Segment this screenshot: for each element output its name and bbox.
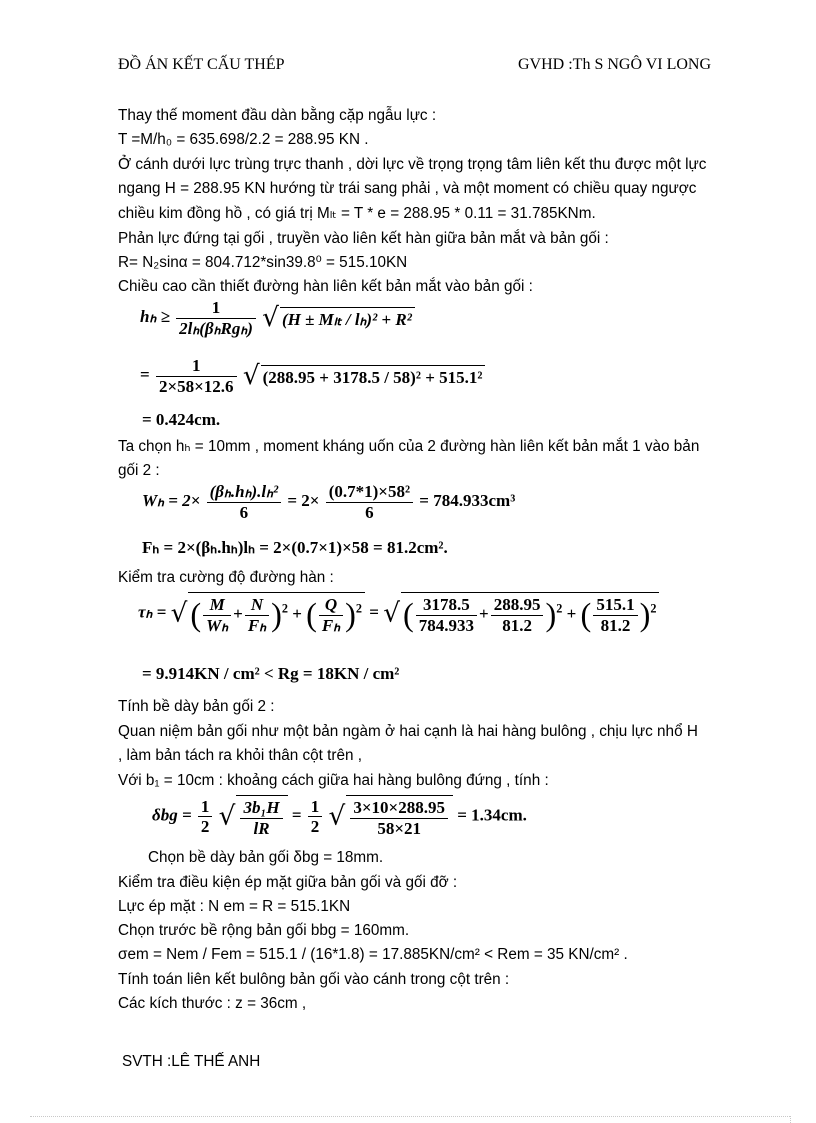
page-border-corner [790, 1116, 791, 1123]
formula-weld-area: Fₕ = 2×(βₕ.hₕ)lₕ = 2×(0.7×1)×58 = 81.2cm². [142, 538, 448, 557]
text-line: chiều kim đồng hồ , có giá trị Mₗₜ = T * e = 288.95 * 0.11 = 31.785KNm. [118, 205, 596, 222]
formula-weld-stress: τₕ = √( $\frac{M}{\text{Wₕ}}$ + $\frac{N}{\text{Fₕ}}$ )$^2$ + ( $\frac{Q}{\text{Fₕ}}$ )$^2$ = √( $\frac{3178.5}{784.933}$ + $\frac{288.95}{81.2}$ )$^2$ + ( $\frac{515.1}{81.2}$ )$^2$ [138, 592, 659, 635]
formula-weld-height: hₕ ≥ $\frac{1}{\text{2lₕ(βₕRgₕ)}}$ √ (H ± Mₗₜ / lₕ)² + R² [140, 298, 415, 338]
text-line: Với b₁ = 10cm : khoảng cách giữa hai hàng bulông đứng , tính : [118, 772, 549, 789]
header-instructor: GVHD :Th S NGÔ VI LONG [518, 56, 712, 73]
text-line: Thay thế moment đầu dàn bằng cặp ngẫu lực : [118, 107, 437, 124]
text-line: Kiểm tra điều kiện ép mặt giữa bản gối và gối đỡ : [118, 874, 458, 891]
text-line: Ở cánh dưới lực trùng trực thanh , dời lực về trọng trọng tâm liên kết thu được một lực [118, 156, 707, 173]
text-line: , làm bản tách ra khỏi thân cột trên , [118, 747, 363, 764]
text-line: Ta chọn hₕ = 10mm , moment kháng uốn của 2 đường hàn liên kết bản mắt 1 vào bản [118, 438, 700, 455]
footer-student: SVTH :LÊ THẾ ANH [122, 1053, 261, 1070]
text-line: Tính toán liên kết bulông bản gối vào cánh trong cột trên : [118, 971, 510, 988]
formula-plate-thickness: δbg = $\frac{1}{2}$ √ $\frac{\text{3b₁H}}{lR}$ = $\frac{1}{2}$ √ $\frac{3\times 10\times 288.95}{58\times 21}$ = 1.34cm. [152, 796, 527, 838]
text-line: Chọn trước bề rộng bản gối bbg = 160mm. [118, 922, 410, 939]
formula-section-modulus: Wₕ = 2× $\frac{\text{(βₕ.hₕ).lₕ²}}{6}$ = 2× $\frac{\text{(0.7*1)×58²}}{6}$ = 784.933cm³ [142, 482, 516, 522]
text-line: ngang H = 288.95 KN hướng từ trái sang phải , và một moment có chiều quay ngược [118, 180, 697, 197]
text-line: Chọn bề dày bản gối δbg = 18mm. [148, 849, 384, 866]
text-line: Các kích thước : z = 36cm , [118, 995, 307, 1012]
text-line: σem = Nem / Fem = 515.1 / (16*1.8) = 17.885KN/cm² < Rem = 35 KN/cm² . [118, 946, 628, 963]
formula-weld-stress-result: = 9.914KN / cm² < Rg = 18KN / cm² [142, 664, 400, 683]
header-course-title: ĐỒ ÁN KẾT CẤU THÉP [118, 56, 285, 73]
text-line: gối 2 : [118, 462, 160, 479]
text-line: R= N₂sinα = 804.712*sin39.8⁰ = 515.10KN [118, 254, 408, 271]
text-line: T =M/h₀ = 635.698/2.2 = 288.95 KN . [118, 131, 369, 148]
formula-weld-height-substitution: = $\frac{1}{2\times 58\times 12.6}$ √ (288.95 + 3178.5 / 58)² + 515.1² [140, 356, 485, 396]
page-border [30, 1116, 790, 1117]
text-line: Tính bề dày bản gối 2 : [118, 698, 275, 715]
text-line: Chiều cao cần thiết đường hàn liên kết bản mắt vào bản gối : [118, 278, 533, 295]
formula-weld-height-result: = 0.424cm. [142, 410, 221, 429]
text-line: Lực ép mặt : N em = R = 515.1KN [118, 898, 351, 915]
text-line: Quan niệm bản gối như một bản ngàm ở hai cạnh là hai hàng bulông , chịu lực nhổ H [118, 723, 698, 740]
text-line: Phản lực đứng tại gối , truyền vào liên kết hàn giữa bản mắt và bản gối : [118, 230, 609, 247]
text-line: Kiểm tra cường độ đường hàn : [118, 569, 334, 586]
